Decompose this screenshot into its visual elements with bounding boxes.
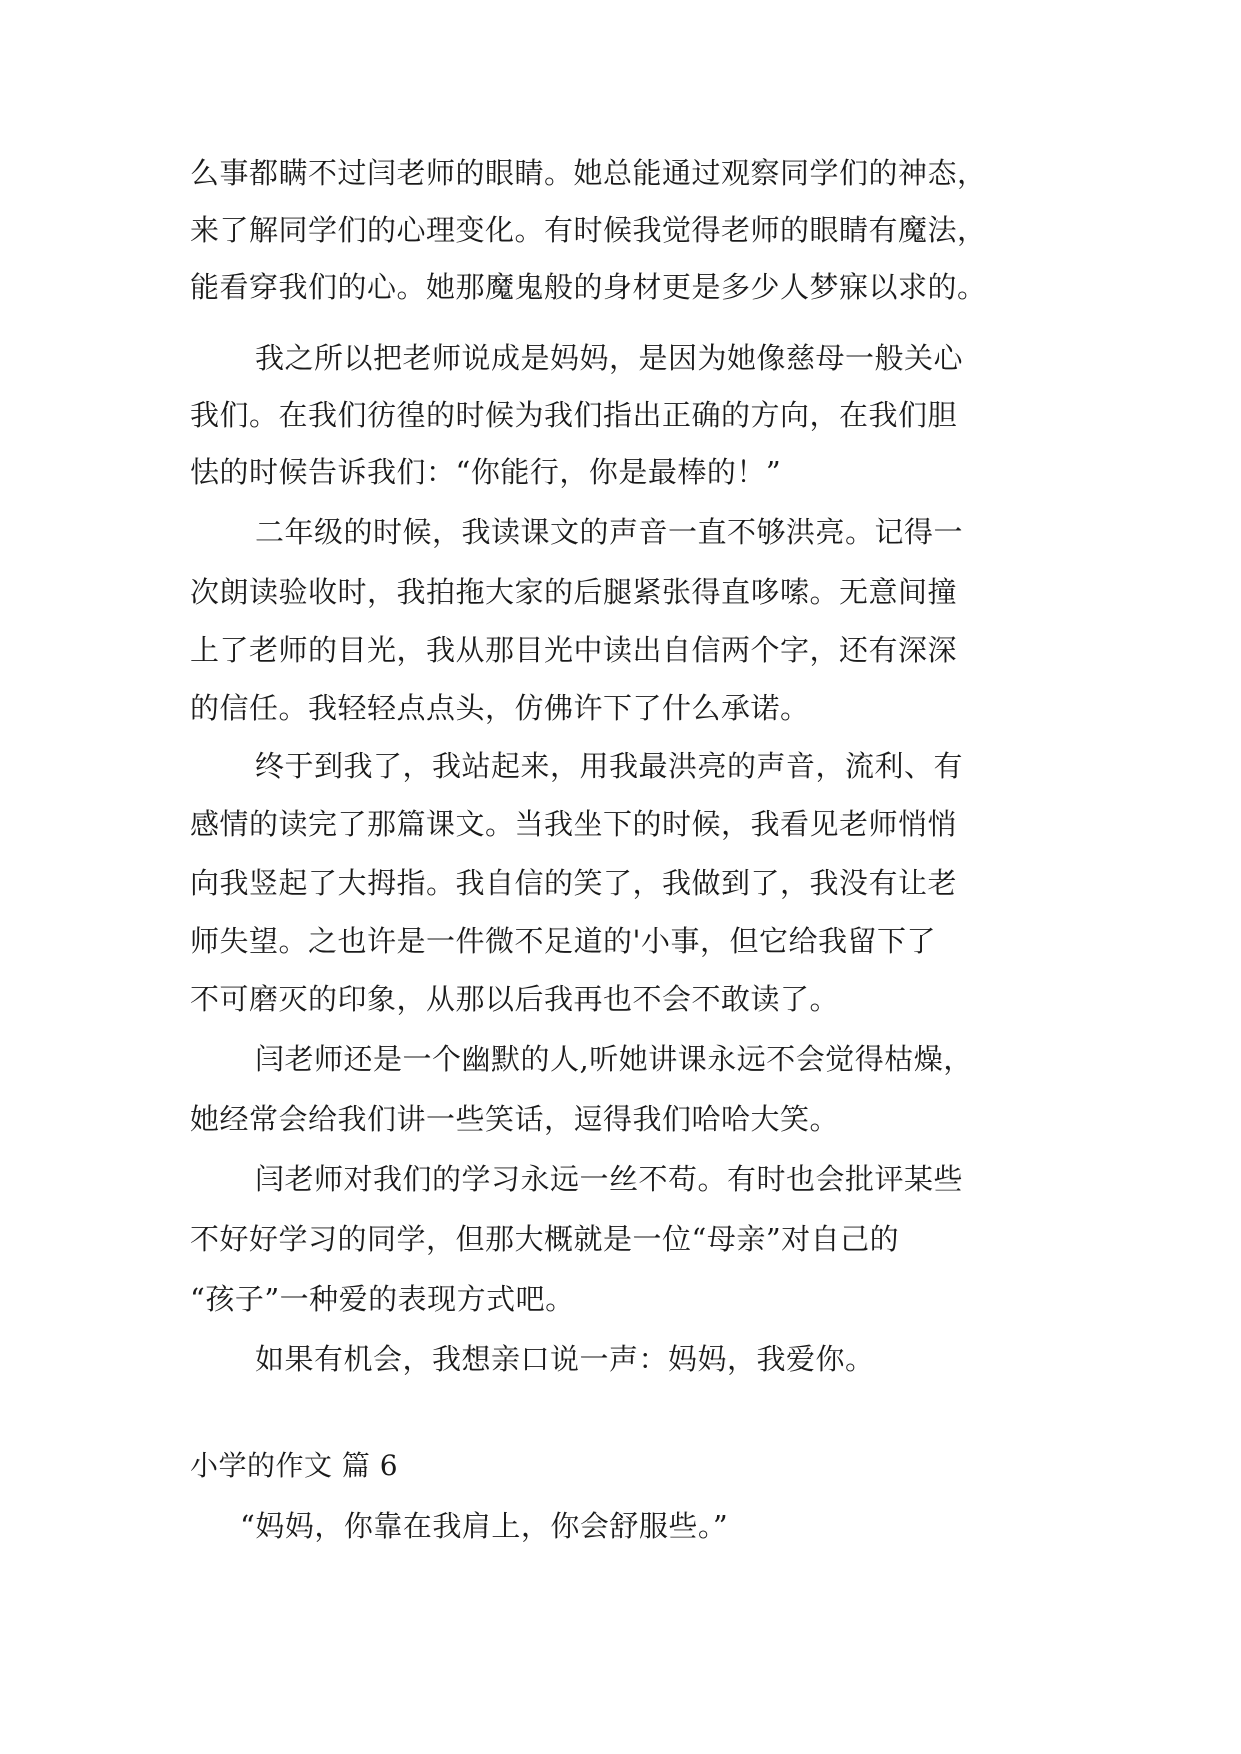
paragraph-line: 师失望。之也许是一件微不足道的'小事，但它给我留下了 (190, 924, 936, 958)
paragraph-line: 不好好学习的同学，但那大概就是一位“母亲”对自己的 (190, 1222, 900, 1256)
paragraph-line: 如果有机会，我想亲口说一声：妈妈，我爱你。 (255, 1342, 875, 1376)
paragraph-line: 感情的读完了那篇课文。当我坐下的时候，我看见老师悄悄 (190, 807, 958, 841)
paragraph-line: 她经常会给我们讲一些笑话，逗得我们哈哈大笑。 (190, 1102, 840, 1136)
paragraph-line: 能看穿我们的心。她那魔鬼般的身材更是多少人梦寐以求的。 (190, 270, 987, 304)
paragraph-line: 么事都瞒不过闫老师的眼睛。她总能通过观察同学们的神态， (190, 156, 987, 190)
paragraph-line: 向我竖起了大拇指。我自信的笑了，我做到了，我没有让老 (190, 866, 958, 900)
paragraph-line: 不可磨灭的印象，从那以后我再也不会不敢读了。 (190, 982, 840, 1016)
paragraph-line: “孩子”一种爱的表现方式吧。 (190, 1282, 575, 1316)
paragraph-line: 来了解同学们的心理变化。有时候我觉得老师的眼睛有魔法， (190, 213, 987, 247)
paragraph-line: 的信任。我轻轻点点头，仿佛许下了什么承诺。 (190, 691, 810, 725)
paragraph-line: 上了老师的目光，我从那目光中读出自信两个字，还有深深 (190, 633, 958, 667)
paragraph-line: “妈妈，你靠在我肩上，你会舒服些。” (240, 1509, 729, 1543)
paragraph-line: 二年级的时候，我读课文的声音一直不够洪亮。记得一 (255, 515, 964, 549)
paragraph-line: 闫老师还是一个幽默的人,听她讲课永远不会觉得枯燥， (255, 1042, 973, 1076)
paragraph-line: 我之所以把老师说成是妈妈，是因为她像慈母一般关心 (255, 341, 964, 375)
paragraph-line: 怯的时候告诉我们：“你能行，你是最棒的！” (190, 455, 782, 489)
paragraph-line: 次朗读验收时，我拍拖大家的后腿紧张得直哆嗦。无意间撞 (190, 575, 958, 609)
section-heading: 小学的作文 篇 6 (190, 1449, 399, 1482)
paragraph-line: 我们。在我们彷徨的时候为我们指出正确的方向，在我们胆 (190, 398, 958, 432)
paragraph-line: 闫老师对我们的学习永远一丝不苟。有时也会批评某些 (255, 1162, 964, 1196)
paragraph-line: 终于到我了，我站起来，用我最洪亮的声音，流利、有 (255, 749, 964, 783)
